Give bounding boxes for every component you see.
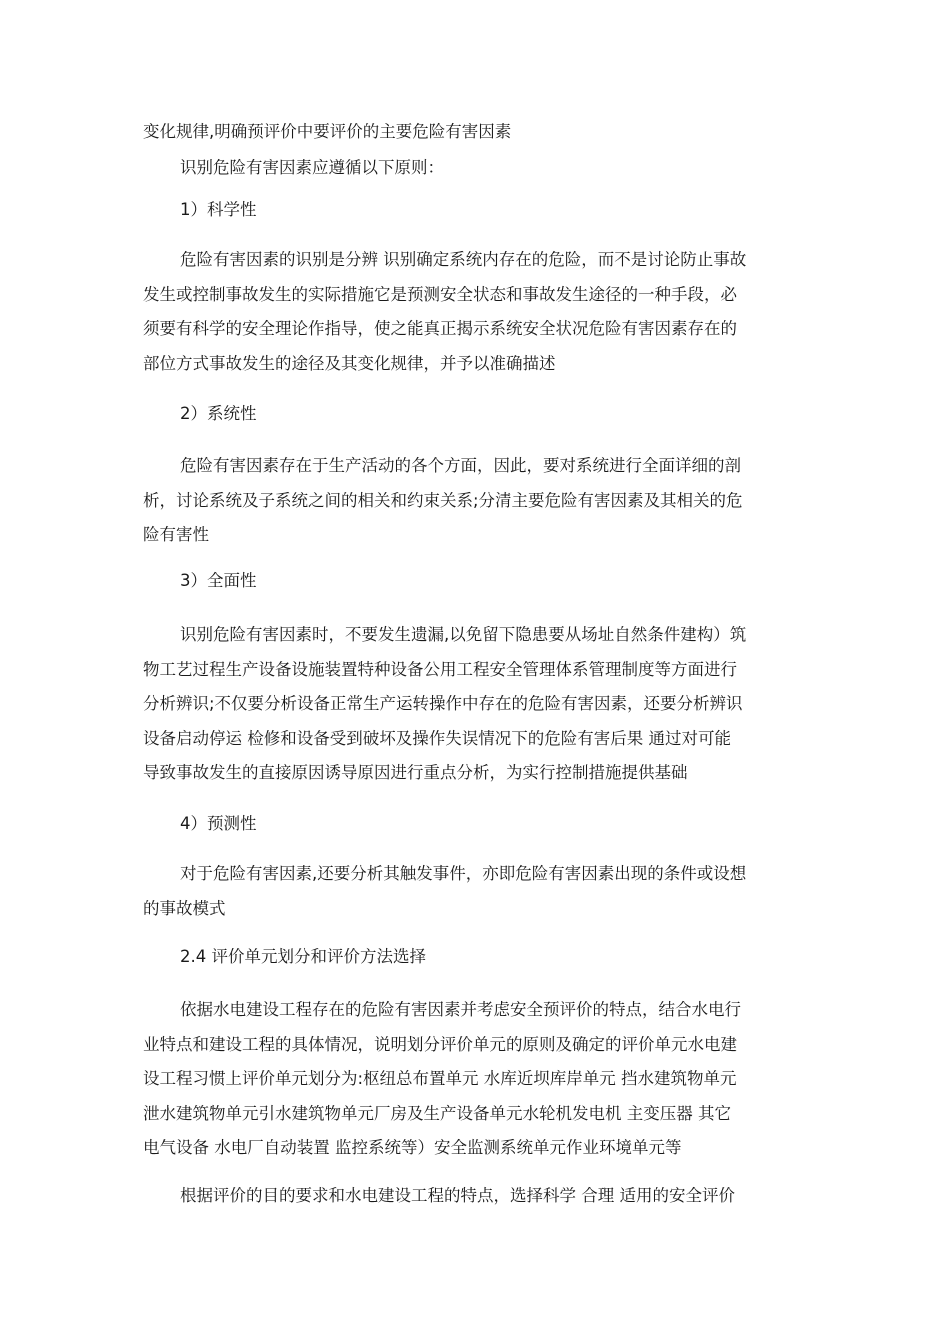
text-line: 1）科学性 bbox=[180, 200, 257, 219]
text-line: 变化规律,明确预评价中要评价的主要危险有害因素 bbox=[143, 122, 512, 141]
text-line: 根据评价的目的要求和水电建设工程的特点，选择科学 合理 适用的安全评价 bbox=[180, 1186, 735, 1205]
text-line: 识别危险有害因素时，不要发生遗漏,以免留下隐患要从场址自然条件建构）筑 bbox=[180, 625, 747, 644]
text-line: 析，讨论系统及子系统之间的相关和约束关系;分清主要危险有害因素及其相关的危 bbox=[143, 490, 743, 510]
paragraph-method-selection bbox=[143, 1179, 845, 1214]
section-heading-2-4 bbox=[143, 940, 845, 975]
text-line: 危险有害因素存在于生产活动的各个方面，因此，要对系统进行全面详细的剖 bbox=[180, 456, 741, 475]
text-line: 业特点和建设工程的具体情况，说明划分评价单元的原则及确定的评价单元水电建 bbox=[143, 1034, 737, 1054]
text-line: 2）系统性 bbox=[180, 404, 257, 423]
heading-systematic bbox=[143, 397, 845, 432]
text-line: 分析辨识;不仅要分析设备正常生产运转操作中存在的危险有害因素，还要分析辨识 bbox=[143, 694, 743, 713]
heading-predictive bbox=[143, 807, 845, 842]
text-line: 电气设备 水电厂自动装置 监控系统等）安全监测系统单元作业环境单元等 bbox=[143, 1138, 682, 1157]
text-line: 设工程习惯上评价单元划分为:枢纽总布置单元 水库近坝库岸单元 挡水建筑物单元 bbox=[143, 1069, 737, 1088]
paragraph-comprehensive bbox=[143, 618, 808, 791]
text-line: 对于危险有害因素,还要分析其触发事件，亦即危险有害因素出现的条件或设想 bbox=[180, 864, 747, 883]
text-line: 危险有害因素的识别是分辨 识别确定系统内存在的危险，而不是讨论防止事故 bbox=[180, 250, 747, 269]
paragraph-systematic bbox=[143, 449, 808, 553]
text-line: 导致事故发生的直接原因诱导原因进行重点分析，为实行控制措施提供基础 bbox=[143, 763, 688, 782]
text-line: 设备启动停运 检修和设备受到破坏及操作失误情况下的危险有害后果 通过对可能 bbox=[143, 728, 731, 748]
text-line: 2.4 评价单元划分和评价方法选择 bbox=[180, 947, 426, 966]
text-line: 须要有科学的安全理论作指导，使之能真正揭示系统安全状况危险有害因素存在的 bbox=[143, 319, 737, 338]
text-line: 险有害性 bbox=[143, 525, 209, 544]
paragraph-intro-continuation bbox=[143, 115, 808, 150]
text-line: 识别危险有害因素应遵循以下原则： bbox=[180, 158, 444, 177]
text-line: 部位方式事故发生的途径及其变化规律，并予以准确描述 bbox=[143, 353, 556, 373]
text-line: 发生或控制事故发生的实际措施它是预测安全状态和事故发生途径的一种手段，必 bbox=[143, 284, 737, 304]
text-line: 依据水电建设工程存在的危险有害因素并考虑安全预评价的特点，结合水电行 bbox=[180, 1000, 741, 1019]
heading-comprehensive bbox=[143, 564, 845, 599]
text-line: 泄水建筑物单元引水建筑物单元厂房及生产设备单元水轮机发电机 主变压器 其它 bbox=[143, 1103, 731, 1123]
text-line: 4）预测性 bbox=[180, 814, 257, 833]
text-line: 的事故模式 bbox=[143, 898, 226, 918]
paragraph-evaluation-units bbox=[143, 993, 808, 1166]
paragraph-principles-intro bbox=[143, 151, 845, 186]
paragraph-predictive bbox=[143, 857, 808, 926]
heading-scientific bbox=[143, 193, 845, 228]
text-line: 3）全面性 bbox=[180, 571, 257, 590]
paragraph-scientific bbox=[143, 243, 808, 381]
text-line: 物工艺过程生产设备设施装置特种设备公用工程安全管理体系管理制度等方面进行 bbox=[143, 659, 737, 679]
